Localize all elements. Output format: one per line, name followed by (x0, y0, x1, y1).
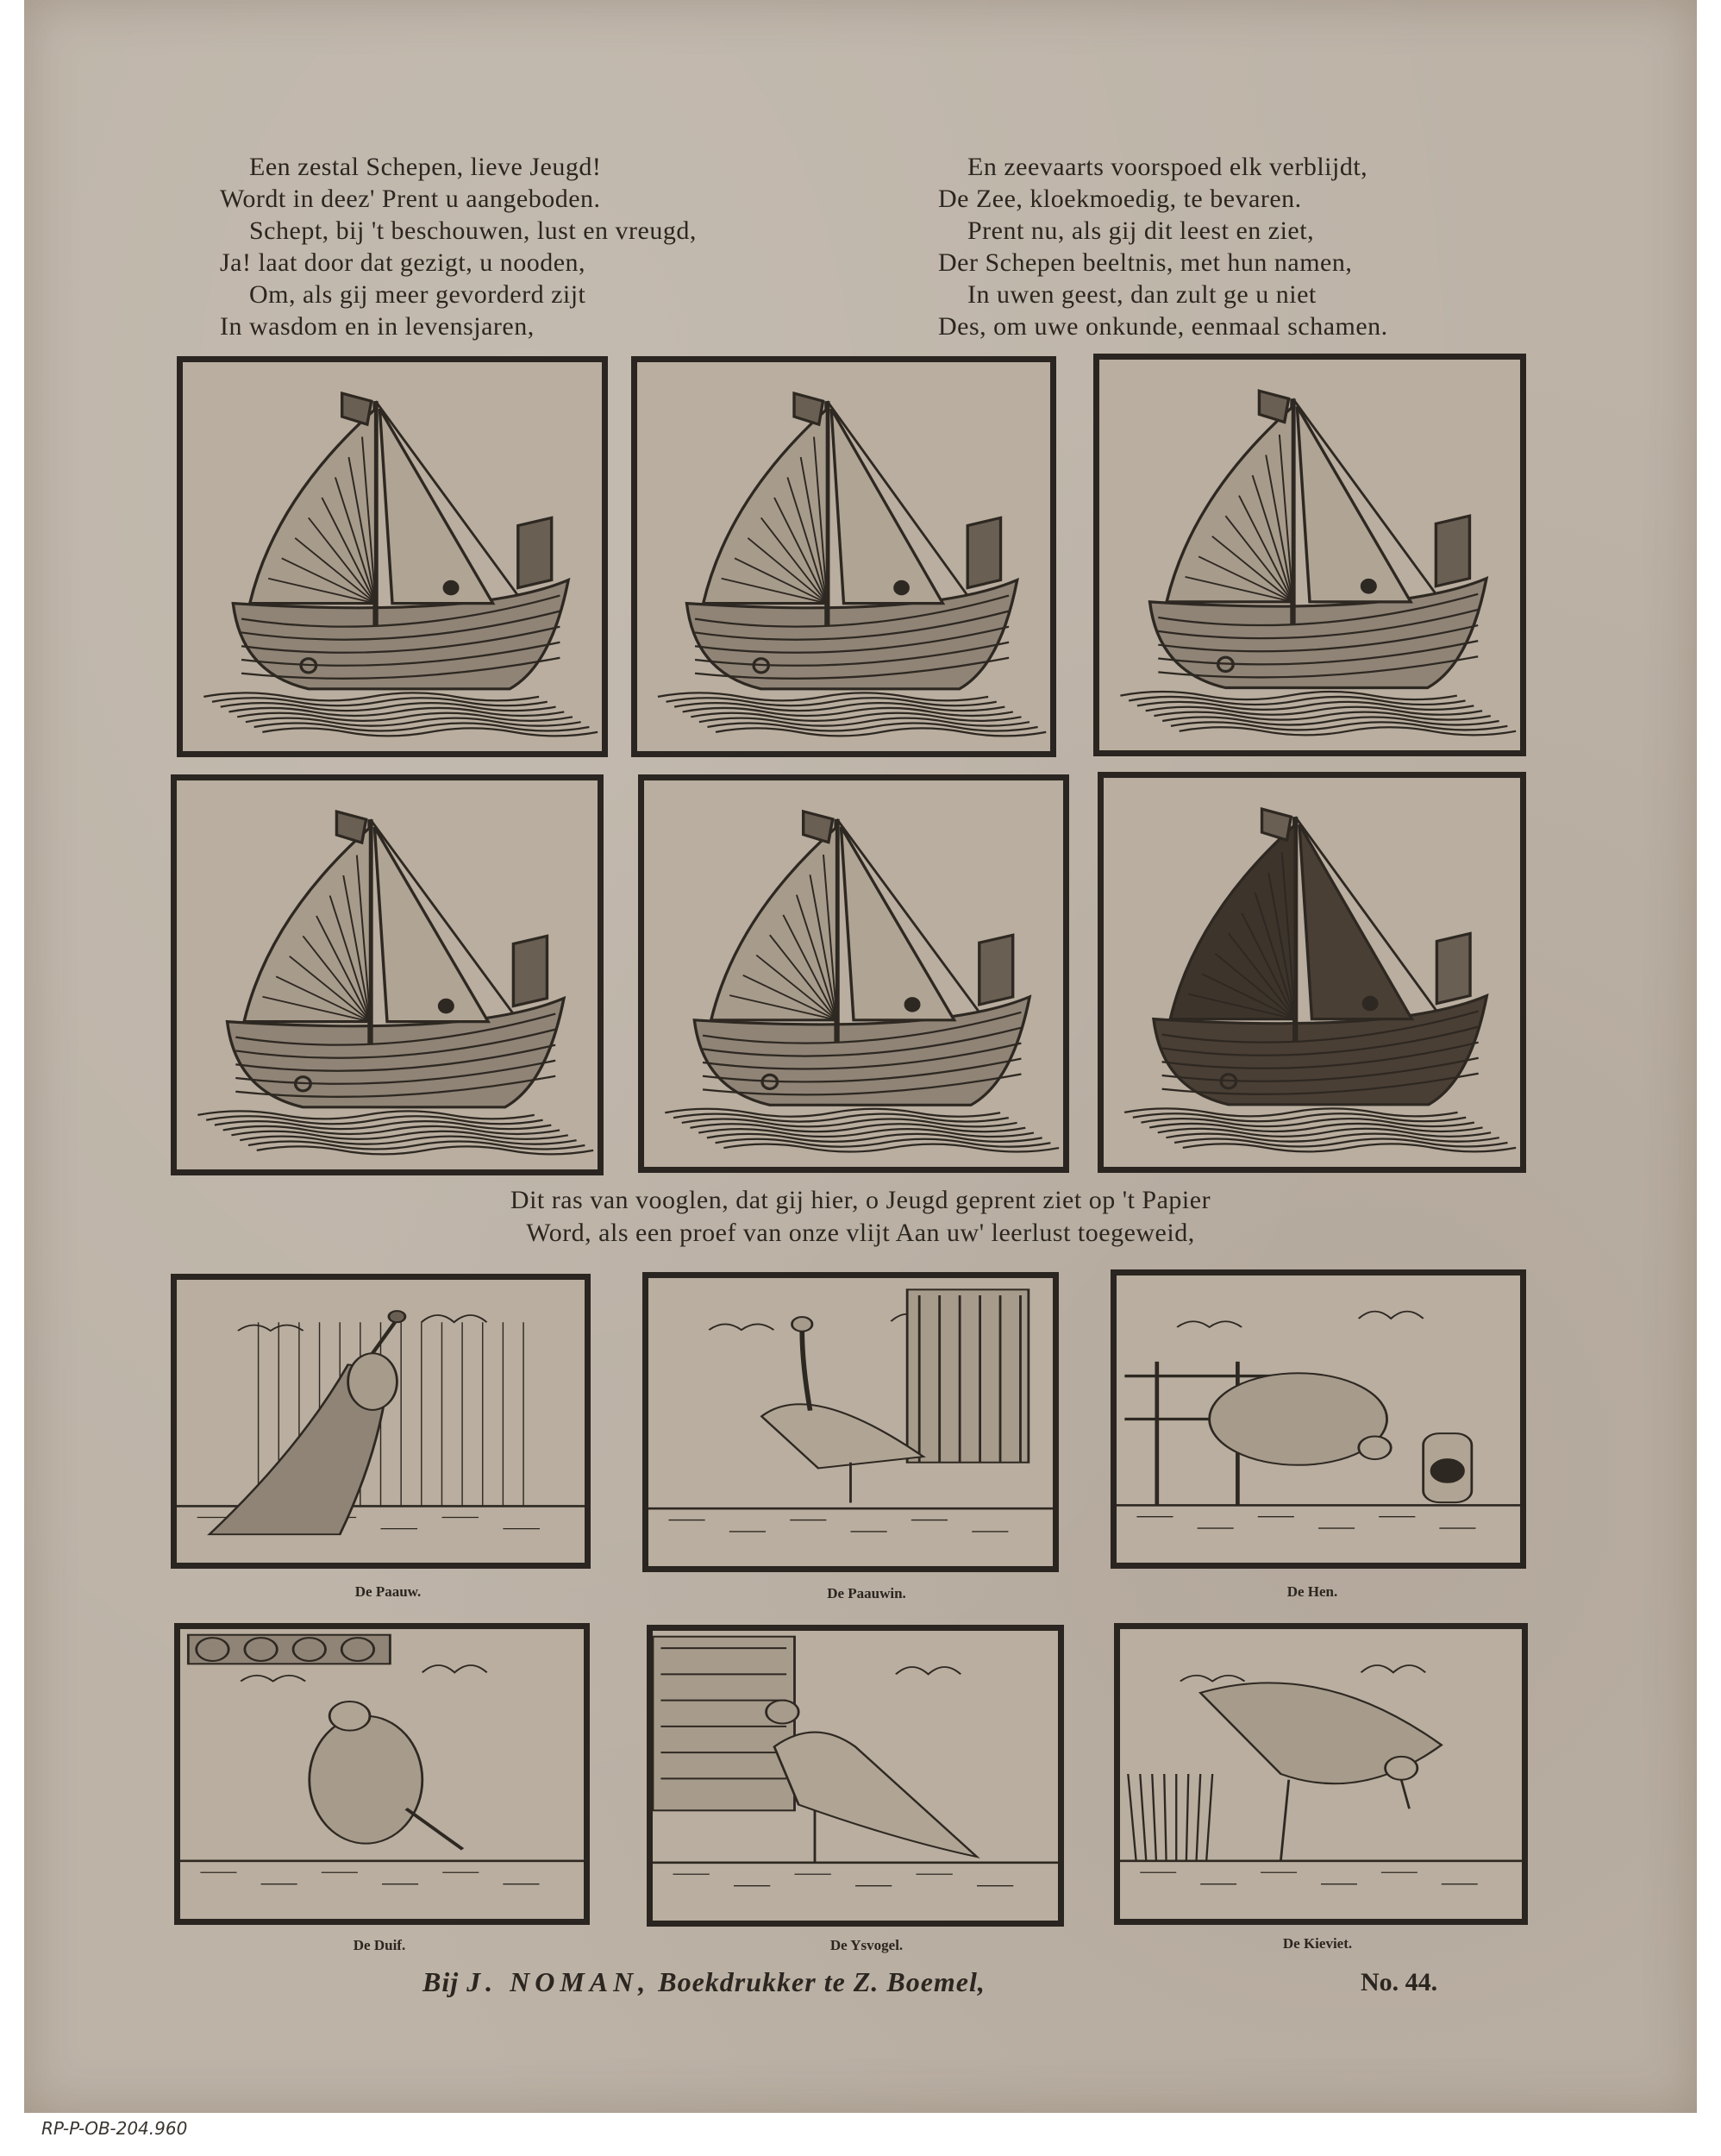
ship-woodcut (1093, 354, 1526, 756)
verse-line: Wordt in deez' Prent u aangeboden. (220, 185, 601, 213)
bird-caption: De Ysvogel. (829, 1937, 904, 1953)
ship-woodcut (1098, 772, 1526, 1173)
verse-line: In uwen geest, dan zult ge u niet (967, 280, 1317, 309)
verse-line: De Zee, kloekmoedig, te bevaren. (938, 185, 1302, 213)
pigeon-woodcut (174, 1623, 590, 1925)
bird-caption: De Paauwin. (827, 1585, 906, 1601)
sheet-number: No. 44. (1361, 1968, 1438, 1996)
publisher-imprint (422, 1966, 1457, 1998)
lapwing-woodcut (1114, 1623, 1528, 1925)
woodcut-illustration (1120, 1629, 1522, 1919)
verse-line: Prent nu, als gij dit leest en ziet, (967, 216, 1315, 245)
ship-woodcut (638, 774, 1069, 1173)
verse-line: Een zestal Schepen, lieve Jeugd! (249, 153, 602, 181)
woodcut-illustration (653, 1631, 1058, 1921)
inventory-note: RP-P-OB-204.960 (41, 2118, 188, 2139)
woodcut-illustration (644, 780, 1063, 1167)
ship-woodcut (171, 774, 604, 1175)
woodcut-illustration (177, 780, 598, 1169)
kingfisher-woodcut (647, 1625, 1064, 1927)
imprint-suffix: Boekdrukker te Z. Boemel, (658, 1966, 986, 1997)
bird-caption: De Kieviet. (1282, 1935, 1353, 1952)
verse-line: Ja! laat door dat gezigt, u nooden, (220, 248, 586, 277)
verse-line: Word, als een proef van onze vlijt Aan uw' leerlust toegeweid, (526, 1219, 1195, 1247)
verse-left (220, 151, 841, 342)
bird-caption: De Paauw. (354, 1583, 422, 1600)
verse-line: Om, als gij meer gevorderd zijt (249, 280, 586, 309)
verse-line: In wasdom en in levensjaren, (220, 312, 535, 341)
verse-line: Schept, bij 't beschouwen, lust en vreugd, (249, 216, 697, 245)
woodcut-illustration (1117, 1275, 1520, 1563)
peahen-woodcut (642, 1272, 1059, 1572)
verse-line: Dit ras van vooglen, dat gij hier, o Jeugd geprent ziet op 't Papier (510, 1186, 1211, 1214)
bird-caption: De Duif. (353, 1937, 406, 1953)
verse-line: Der Schepen beeltnis, met hun namen, (938, 248, 1353, 277)
woodcut-illustration (183, 362, 602, 751)
verse-line: Des, om uwe onkunde, eenmaal schamen. (938, 312, 1388, 341)
woodcut-illustration (648, 1278, 1053, 1566)
ship-woodcut (631, 356, 1056, 757)
ship-woodcut (177, 356, 608, 757)
woodcut-illustration (177, 1280, 585, 1563)
bird-verse (0, 1184, 1721, 1250)
verse-line: En zeevaarts voorspoed elk verblijdt, (967, 153, 1368, 181)
woodcut-illustration (1099, 360, 1520, 750)
imprint-prefix: Bij (422, 1966, 460, 1997)
woodcut-illustration (637, 362, 1050, 751)
imprint-publisher: J. NOMAN, (466, 1966, 651, 1997)
peacock-woodcut (171, 1274, 591, 1569)
bird-caption: De Hen. (1286, 1583, 1338, 1600)
woodcut-illustration (180, 1629, 584, 1919)
verse-right (938, 151, 1559, 342)
woodcut-illustration (1104, 778, 1520, 1167)
hen-woodcut (1111, 1269, 1526, 1569)
